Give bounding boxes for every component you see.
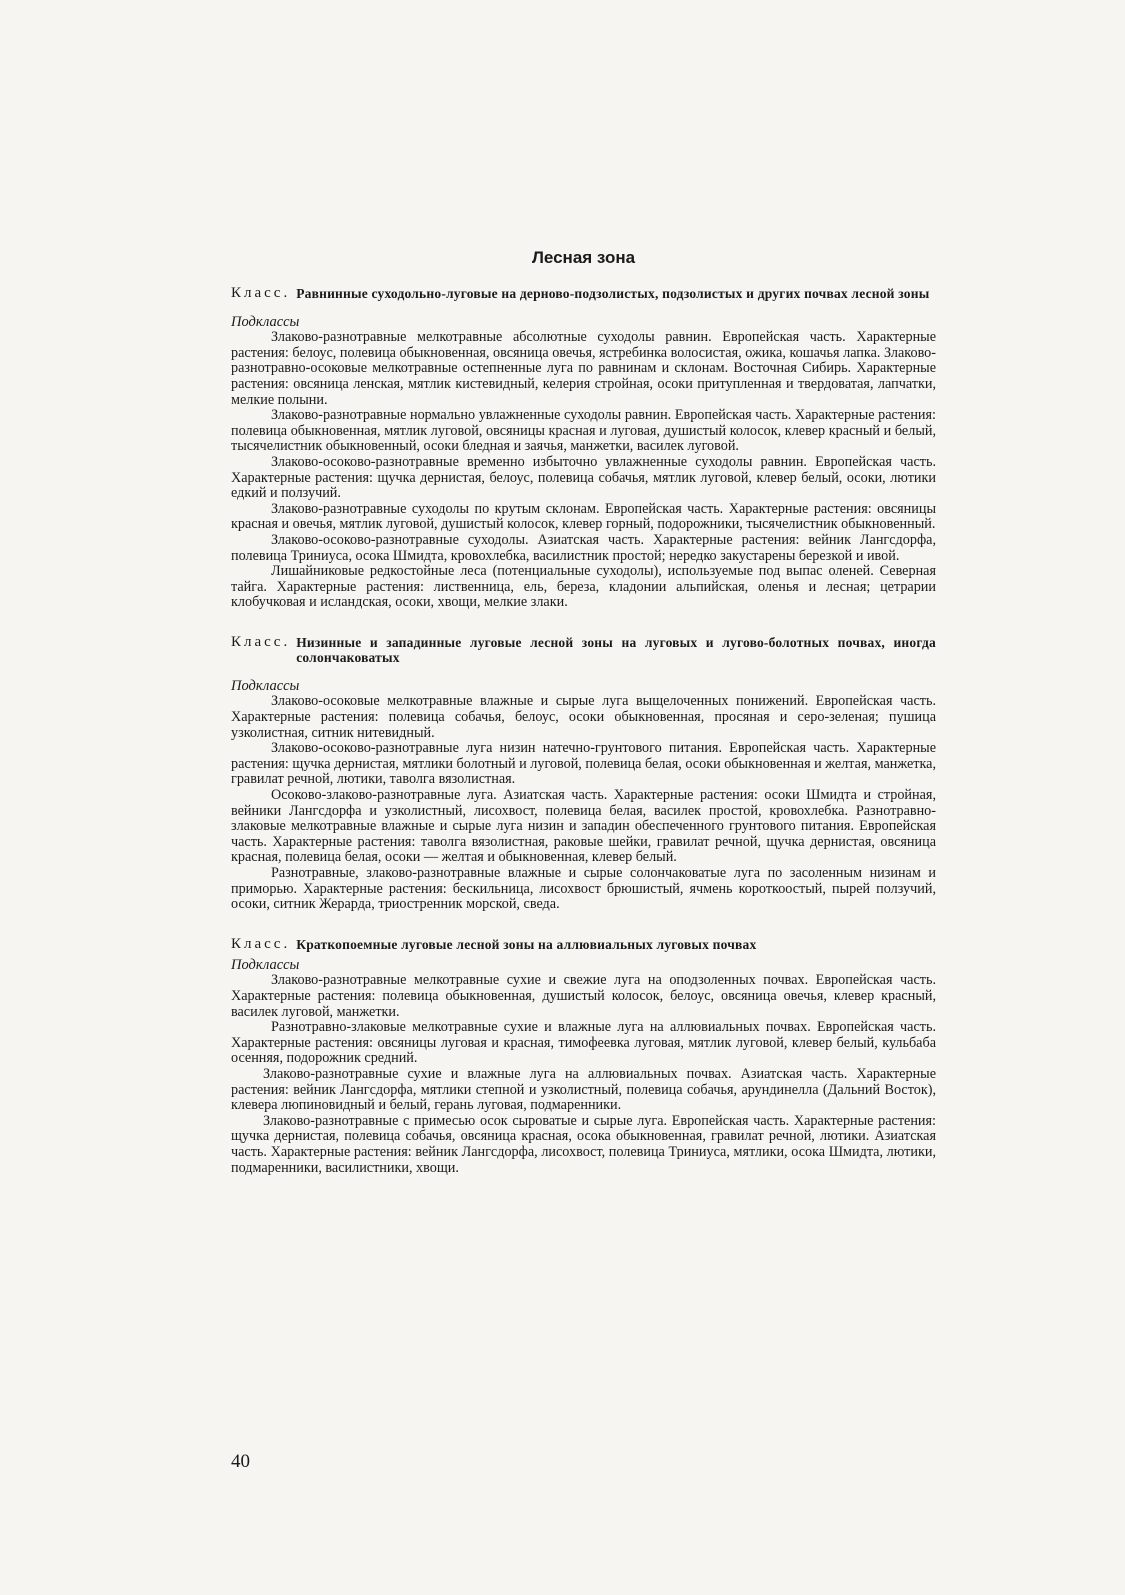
subclass-paragraph: Лишайниковые редкостойные леса (потенциальные суходолы), используемые под выпас оленей. Северная тайга. Характерные растения: лиственница, ель, береза, кладонии альпийская, оленья и лесная; цетрарии клобучковая и исландская, осоки, хвощи, мелкие злаки. bbox=[231, 563, 936, 611]
subclass-paragraph: Разнотравно-злаковые мелкотравные сухие и влажные луга на аллювиальных почвах. Европейская часть. Характерные растения: овсяницы луговая и красная, тимофеевка луговая, мятлик луговой, клевер белый, кульбаба осенняя, подорожник средний. bbox=[231, 1019, 936, 1067]
class-label: Класс. bbox=[231, 633, 291, 650]
subclass-paragraph: Злаково-осоково-разнотравные суходолы. Азиатская часть. Характерные растения: вейник Лангсдорфа, полевица Триниуса, осока Шмидта, кровохлебка, василистник простой; нередко закустарены березкой и ивой. bbox=[231, 531, 936, 564]
subclass-paragraph: Злаково-разнотравные мелкотравные сухие и свежие луга на оподзоленных почвах. Европейская часть. Характерные растения: полевица обыкновенная, душистый колосок, белоус, овсяница овечья, клевер красный, василек луговой, манжетки. bbox=[231, 972, 936, 1020]
subclasses-label: Подклассы bbox=[231, 313, 300, 330]
subclass-paragraph: Злаково-разнотравные с примесью осок сыроватые и сырые луга. Европейская часть. Характерные растения: щучка дернистая, полевица собачья, овсяница красная, осока обыкновенная, гравилат речной, лютики. Азиатская часть. Характерные растения: вейник Лангсдорфа, лисохвост, полевица Триниуса, мятлики, осока Шмидта, лютики, подмаренники, василистники, хвощи. bbox=[231, 1112, 936, 1176]
subclass-paragraph: Злаково-разнотравные суходолы по крутым склонам. Европейская часть. Характерные растения: овсяницы красная и овечья, мятлик луговой, душистый колосок, клевер горный, подорожники, тысячелистник обыкновенный. bbox=[231, 500, 936, 533]
subclass-paragraph: Злаково-осоково-разнотравные луга низин натечно-грунтового питания. Европейская часть. Характерные растения: щучка дернистая, мятлики болотный и луговой, полевица белая, осоки обыкновенная и желтая, манжетка, гравилат речной, лютики, таволга вязолистная. bbox=[231, 740, 936, 788]
class-title: Низинные и западинные луговые лесной зоны на луговых и лугово-болотных почвах, иногда солончаковатых bbox=[296, 634, 936, 665]
subclass-paragraph: Осоково-злаково-разнотравные луга. Азиатская часть. Характерные растения: осоки Шмидта и стройная, вейники Лангсдорфа и узколистный, лисохвост, полевица белая, василек простой, кровохлебка. Разнотравно-злаковые мелкотравные влажные и сырые луга низин и западин обеспеченного грунтового питания. Европейская часть. Характерные растения: таволга вязолистная, раковые шейки, гравилат речной, щучка дернистая, овсяница красная, полевица белая, осоки — желтая и обыкновенная, клевер белый. bbox=[231, 787, 936, 866]
subclass-paragraph: Злаково-разнотравные нормально увлажненные суходолы равнин. Европейская часть. Характерные растения: полевица обыкновенная, мятлик луговой, овсяницы красная и луговая, душистый колосок, клевер красный и белый, тысячелистник обыкновенный, осоки бледная и заячья, манжетки, василек луговой. bbox=[231, 407, 936, 455]
zone-title: Лесная зона bbox=[531, 248, 636, 267]
class-title: Равнинные суходольно-луговые на дерново-подзолистых, подзолистых и других почвах лесной зоны bbox=[296, 285, 930, 301]
class-title: Краткопоемные луговые лесной зоны на аллювиальных луговых почвах bbox=[296, 936, 757, 952]
subclass-paragraph: Разнотравные, злаково-разнотравные влажные и сырые солончаковатые луга по засоленным низинам и приморью. Характерные растения: бескильница, лисохвост брюшистый, ячмень короткоостый, пырей ползучий, осоки, ситник Жерарда, триостренник морской, сведа. bbox=[231, 865, 936, 913]
class-heading bbox=[231, 937, 936, 952]
subclass-paragraph: Злаково-разнотравные сухие и влажные луга на аллювиальных почвах. Азиатская часть. Характерные растения: вейник Лангсдорфа, мятлики степной и узколистный, полевица собачья, арундинелла (Дальний Восток), клевера люпиновидный и белый, герань луговая, подмаренники. bbox=[231, 1065, 936, 1114]
page-content bbox=[231, 250, 936, 1176]
section-spacer bbox=[231, 611, 936, 635]
class-heading bbox=[231, 635, 936, 665]
subclasses-label: Подклассы bbox=[231, 677, 300, 694]
page-number: 40 bbox=[231, 1451, 250, 1472]
subclass-paragraph: Злаково-разнотравные мелкотравные абсолютные суходолы равнин. Европейская часть. Характерные растения: белоус, полевица обыкновенная, овсяница овечья, ястребинка волосистая, ожика, кошачья лапка. Злаково-разнотравно-осоковые мелкотравные остепненные луга по равнинам и склонам. Восточная Сибирь. Характерные растения: овсяница ленская, мятлик кистевидный, келерия стройная, осоки притупленная и твердоватая, лапчатки, мелкие полыни. bbox=[231, 329, 936, 408]
subclass-paragraph: Злаково-осоково-разнотравные временно избыточно увлажненные суходолы равнин. Европейская часть. Характерные растения: щучка дернистая, белоус, полевица собачья, мятлик луговой, клевер белый, осоки, лютики едкий и ползучий. bbox=[231, 453, 936, 502]
class-label: Класс. bbox=[231, 935, 291, 952]
class-label: Класс. bbox=[231, 284, 291, 301]
subclass-paragraph: Злаково-осоковые мелкотравные влажные и сырые луга выщелоченных понижений. Европейская часть. Характерные растения: полевица собачья, белоус, осоки обыкновенная, просяная и серо-зеленая; пушица узколистная, ситник нитевидный. bbox=[231, 693, 936, 741]
section-spacer bbox=[231, 913, 936, 937]
subclasses-label: Подклассы bbox=[231, 956, 300, 973]
class-heading bbox=[231, 286, 936, 301]
